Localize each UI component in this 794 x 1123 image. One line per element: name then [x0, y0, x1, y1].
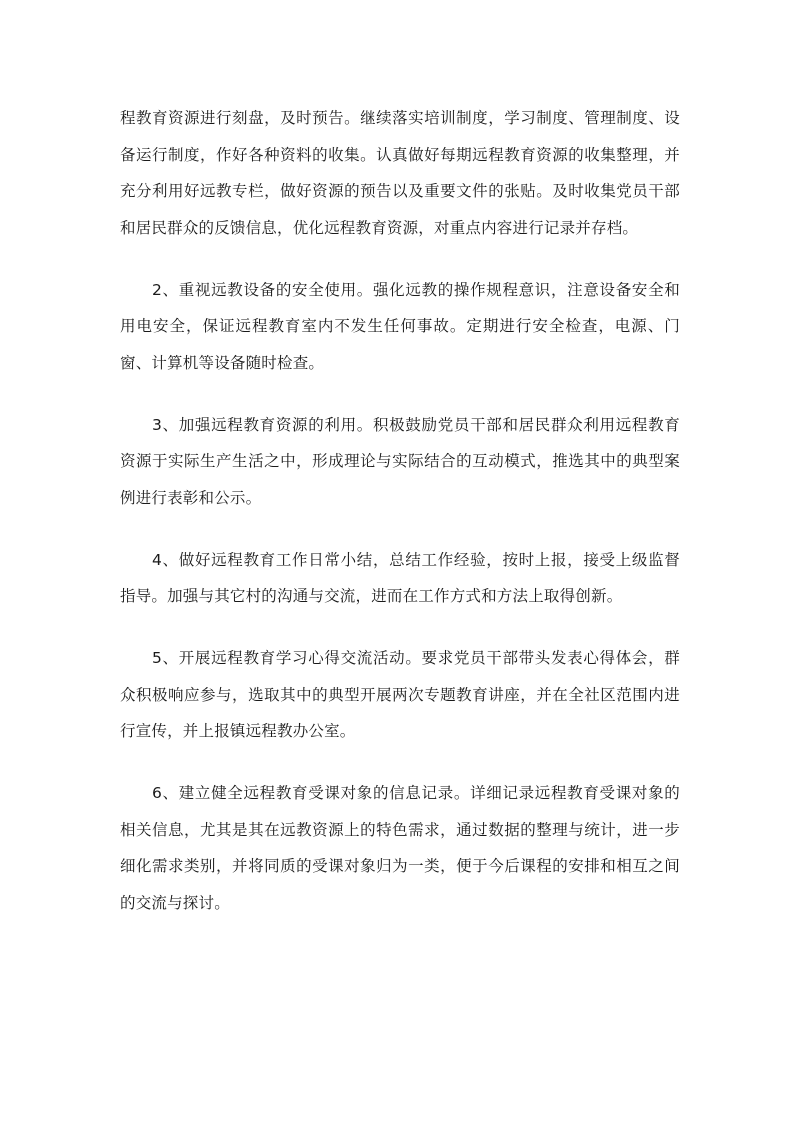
paragraph-item-3: 3、加强远程教育资源的利用。积极鼓励党员干部和居民群众利用远程教育资源于实际生产生活之中，形成理论与实际结合的互动模式，推选其中的典型案例进行表彰和公示。: [120, 415, 680, 507]
paragraph-item-6: 6、建立健全远程教育受课对象的信息记录。详细记录远程教育受课对象的相关信息，尤其是其在远教资源上的特色需求，通过数据的整理与统计，进一步细化需求类别，并将同质的受课对象归为一类，便于今后课程的安排和相互之间的交流与探讨。: [120, 784, 680, 912]
paragraph-continuation: 程教育资源进行刻盘，及时预告。继续落实培训制度，学习制度、管理制度、设备运行制度，作好各种资料的收集。认真做好每期远程教育资源的收集整理，并充分利用好远教专栏，做好资源的预告以及重要文件的张贴。及时收集党员干部和居民群众的反馈信息，优化远程教育资源，对重点内容进行记录并存档。: [120, 109, 680, 237]
paragraph-item-5: 5、开展远程教育学习心得交流活动。要求党员干部带头发表心得体会，群众积极响应参与，选取其中的典型开展两次专题教育讲座，并在全社区范围内进行宣传，并上报镇远程教办公室。: [120, 649, 680, 740]
document-page: [120, 100, 680, 921]
paragraph-item-2: 2、重视远教设备的安全使用。强化远教的操作规程意识，注意设备安全和用电安全，保证远程教育室内不发生任何事故。定期进行安全检查，电源、门窗、计算机等设备随时检查。: [120, 280, 680, 372]
paragraph-item-4: 4、做好远程教育工作日常小结，总结工作经验，按时上报，接受上级监督指导。加强与其它村的沟通与交流，进而在工作方式和方法上取得创新。: [120, 550, 680, 605]
